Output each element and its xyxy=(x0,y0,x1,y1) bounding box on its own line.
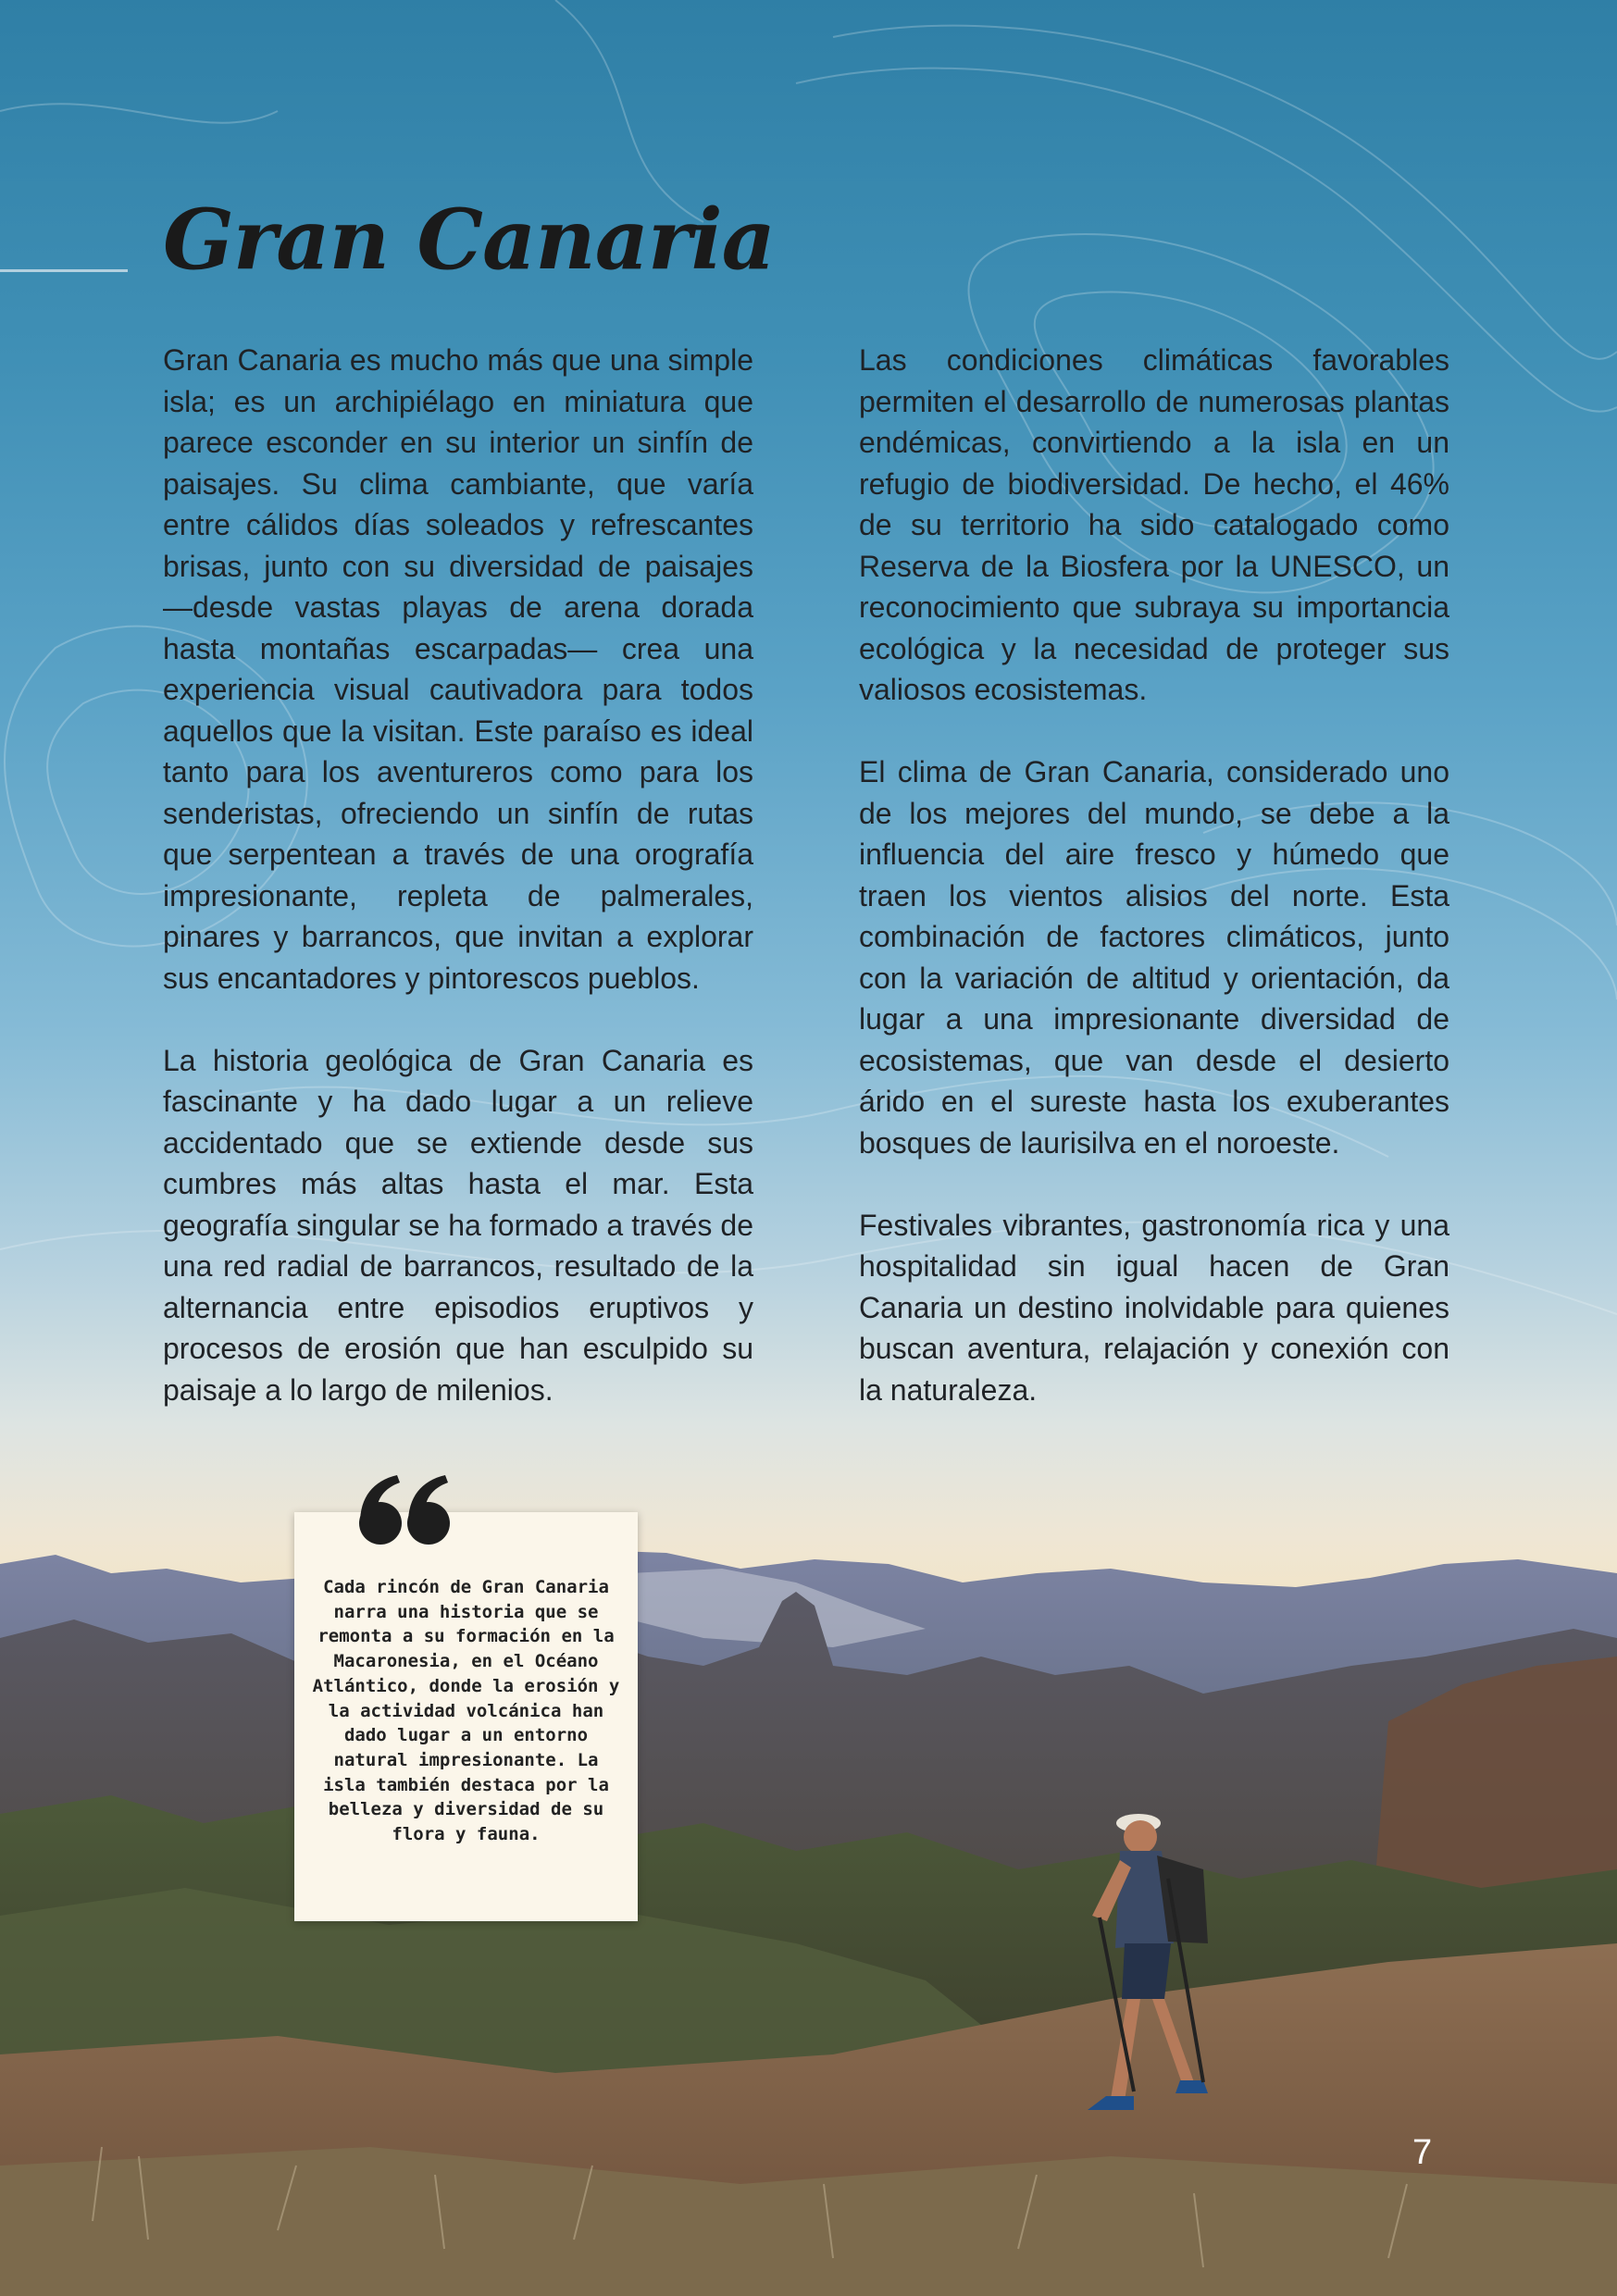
paragraph: Gran Canaria es mucho más que una simple isla; es un archipiélago en miniatura que parece esconder en su interior un sinfín de paisajes. Su clima cambiante, que varía entre cálidos días soleados y refrescantes brisas, junto con su diversidad de paisajes —desde vastas playas de arena dorada hasta montañas escarpadas— crea una experiencia visual cautivadora para todos aquellos que la visitan. Este paraíso es ideal tanto para los aventureros como para los senderistas, ofreciendo un sinfín de rutas que serpentean a través de una orografía impresionante, repleta de palmerales, pinares y barrancos, que invitan a explorar sus encantadores y pintorescos pueblos. xyxy=(163,343,753,995)
pull-quote-text: Cada rincón de Gran Canaria narra una historia que se remonta a su formación en la Macaronesia, en el Océano Atlántico, donde la erosión y la actividad volcánica han dado lugar a un entorno natural impresionante. La isla también destaca por la belleza y diversidad de su flora y fauna. xyxy=(312,1577,620,1845)
mountain-landscape-photo xyxy=(0,1481,1617,2296)
paragraph: La historia geológica de Gran Canaria es fascinante y ha dado lugar a un relieve accidentado que se extiende desde sus cumbres más altas hasta el mar. Esta geografía singular se ha formado a través de una red radial de barrancos, resultado de la alternancia entre episodios eruptivos y procesos de erosión que han esculpido su paisaje a lo largo de milenios. xyxy=(163,1043,753,1407)
page-title: Gran Canaria xyxy=(163,191,775,289)
paragraph: El clima de Gran Canaria, considerado uno de los mejores del mundo, se debe a la influencia del aire fresco y húmedo que traen los vientos alisios del norte. Esta combinación de factores climáticos, junto con la variación de altitud y orientación, da lugar a una impresionante diversidad de ecosistemas, que van desde el desierto árido en el sureste hasta los exuberantes bosques de laurisilva en el noroeste. xyxy=(859,755,1449,1160)
paragraph: Festivales vibrantes, gastronomía rica y una hospitalidad sin igual hacen de Gran Canaria un destino inolvidable para quienes buscan aventura, relajación y conexión con la naturaleza. xyxy=(859,1208,1449,1407)
left-text-column xyxy=(163,340,753,1452)
title-accent-line xyxy=(0,269,128,272)
page-number: 7 xyxy=(1412,2133,1433,2172)
quote-mark-icon xyxy=(356,1471,453,1547)
right-text-column xyxy=(859,340,1449,1452)
paragraph: Las condiciones climáticas favorables permiten el desarrollo de numerosas plantas endémicas, convirtiendo a la isla en un refugio de biodiversidad. De hecho, el 46% de su territorio ha sido catalogado como Reserva de la Biosfera por la UNESCO, un reconocimiento que subraya su importancia ecológica y la necesidad de proteger sus valiosos ecosistemas. xyxy=(859,343,1449,706)
